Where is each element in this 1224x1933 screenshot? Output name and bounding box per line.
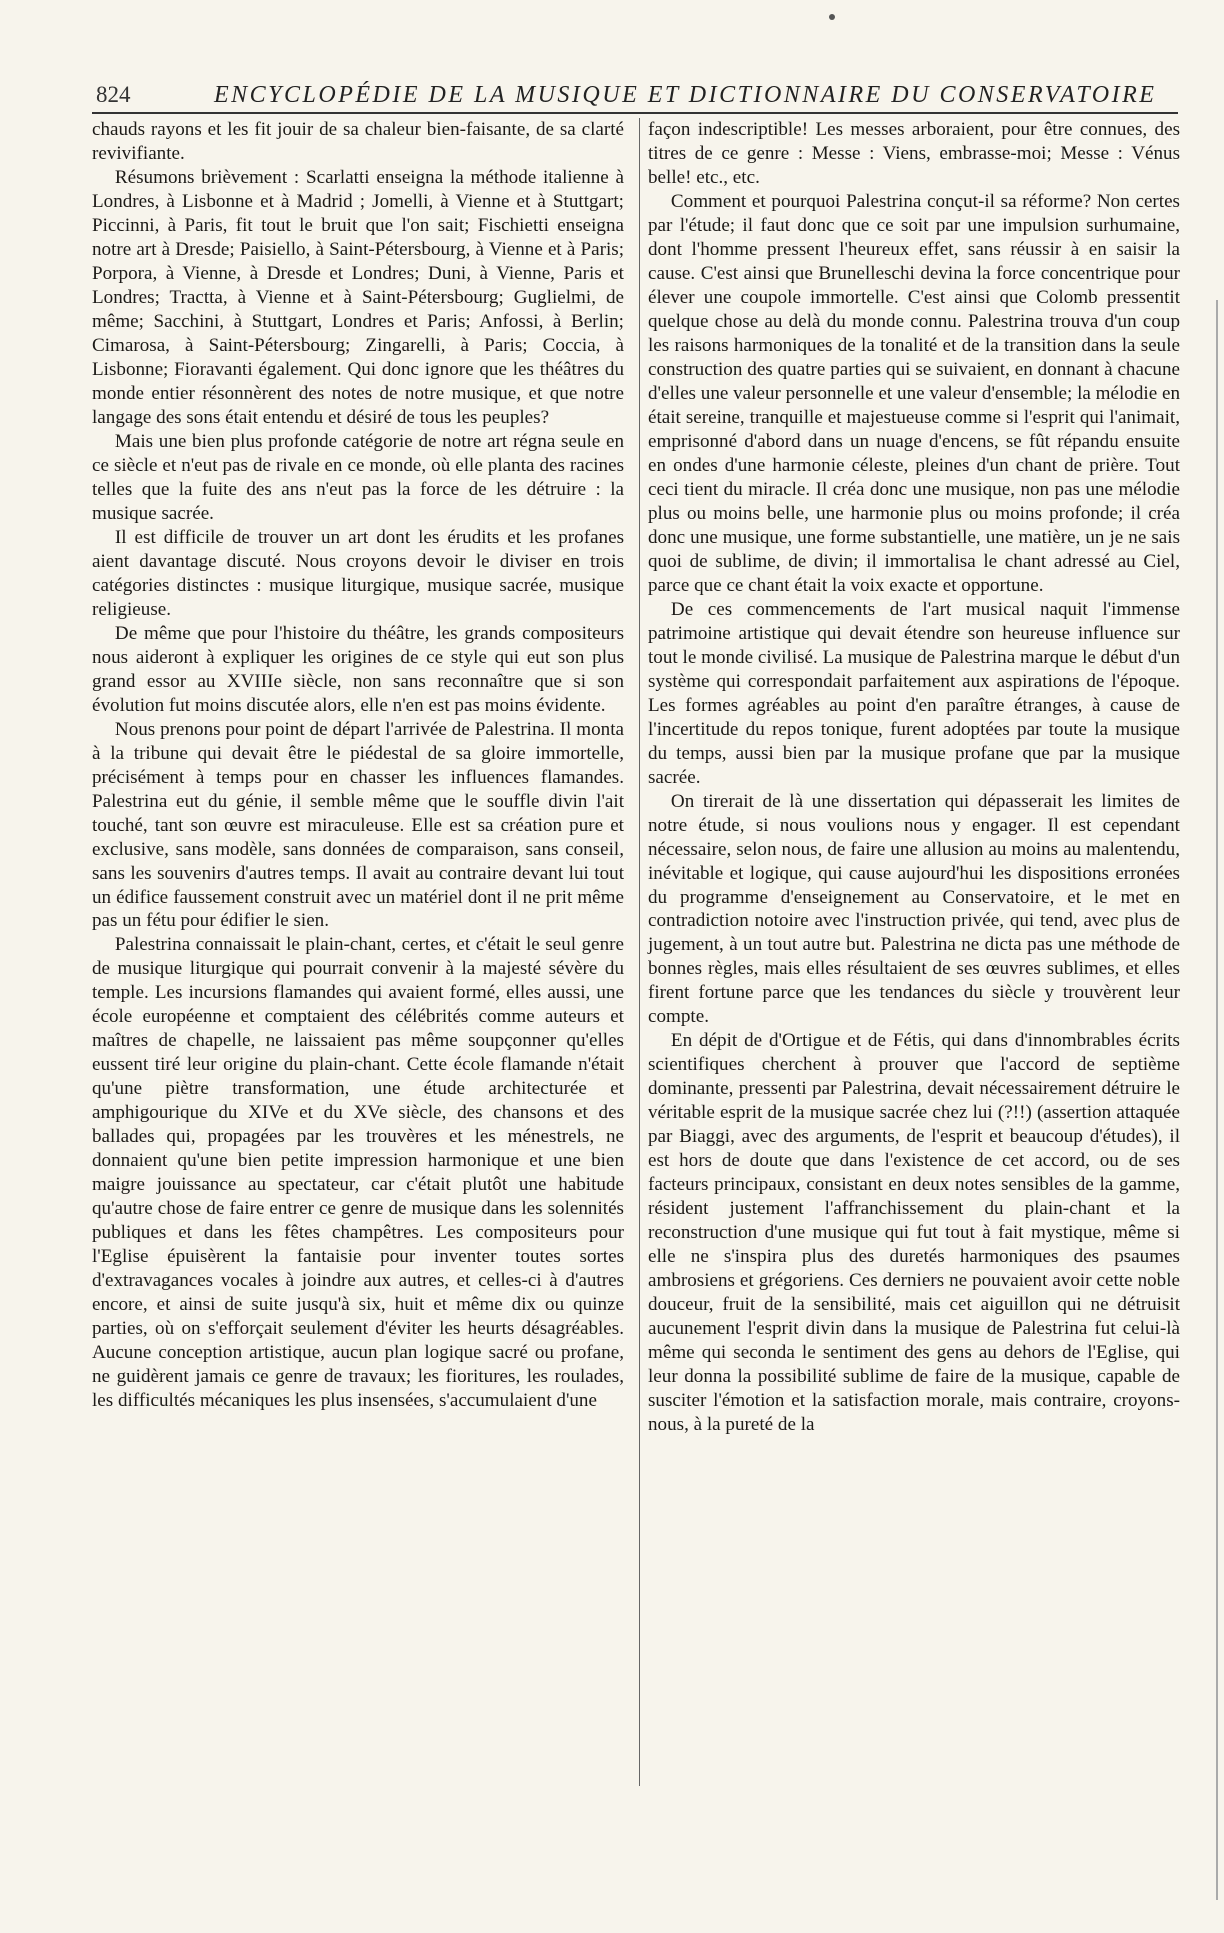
print-speck (829, 14, 835, 20)
paragraph: De ces commencements de l'art musical naquit l'immense patrimoine artistique qui devait étendre son heureuse influence sur tout le monde civilisé. La musique de Palestrina marque le début d'un système qui correspondait parfaitement aux aspirations de l'époque. Les formes agréables au point d'en paraître étranges, à cause de l'incertitude du repos tonique, furent adoptées par toute la musique du temps, aussi bien par la musique profane que par la musique sacrée. (648, 598, 1180, 788)
right-column (648, 118, 1180, 1437)
header-rule (92, 112, 1178, 114)
paragraph: On tirerait de là une dissertation qui dépasserait les limites de notre étude, si nous voulions nous y engager. Il est cependant nécessaire, selon nous, de faire une allusion au moins au malentendu, inévitable et logique, qui cause aujourd'hui les dispositions erronées du programme d'enseignement au Conservatoire, et le met en contradiction notoire avec l'instruction privée, qui tend, avec plus de jugement, à un tout autre but. Palestrina ne dicta pas une méthode de bonnes règles, mais elles résultaient de ses œuvres sublimes, et elles firent fortune parce que les tendances du siècle y trouvèrent leur compte. (648, 790, 1180, 1028)
paragraph: Résumons brièvement : Scarlatti enseigna la méthode italienne à Londres, à Lisbonne et à Madrid ; Jomelli, à Vienne et à Stuttgart; Piccinni, à Paris, fit tout le bruit que l'on sait; Fischietti enseigna notre art à Dresde; Paisiello, à Saint-Pétersbourg, à Vienne et à Paris; Porpora, à Vienne, à Dresde et Londres; Duni, à Vienne, Paris et Londres; Tractta, à Vienne et à Saint-Pétersbourg; Guglielmi, de même; Sacchini, à Stuttgart, Londres et Paris; Anfossi, à Berlin; Cimarosa, à Saint-Pétersbourg; Zingarelli, à Paris; Coccia, à Lisbonne; Fioravanti également. Qui donc ignore que les théâtres du monde entier résonnèrent des notes de notre musique, et que notre langage des sons était entendu et désiré de tous les peuples? (92, 166, 624, 428)
paragraph: chauds rayons et les fit jouir de sa chaleur bien-faisante, de sa clarté revivifiante. (92, 119, 624, 164)
left-column (92, 118, 624, 1413)
page-header (96, 82, 1176, 116)
paragraph: façon indescriptible! Les messes arboraient, pour être connues, des titres de ce genre : Messe : Viens, embrasse-moi; Messe : Vénus belle! etc., etc. (648, 119, 1180, 188)
page-number: 824 (96, 82, 131, 107)
column-divider (639, 118, 640, 1786)
paragraph: Il est difficile de trouver un art dont les érudits et les profanes aient davantage discuté. Nous croyons devoir le diviser en trois catégories distinctes : musique liturgique, musique sacrée, musique religieuse. (92, 526, 624, 620)
paragraph: De même que pour l'histoire du théâtre, les grands compositeurs nous aideront à expliquer les origines de ce style qui eut son plus grand essor au XVIIIe siècle, non sans reconnaître que si son évolution fut moins discutée alors, elle n'en est pas moins évidente. (92, 622, 624, 716)
paragraph: En dépit de d'Ortigue et de Fétis, qui dans d'innombrables écrits scientifiques cherchent à prouver que l'accord de septième dominante, pressenti par Palestrina, devait nécessairement détruire le véritable esprit de la musique sacrée chez lui (?!!) (assertion attaquée par Biaggi, avec des arguments, de l'esprit et beaucoup d'études), il est hors de doute que dans l'existence de cet accord, ou de ses facteurs principaux, consistant en deux notes sensibles de la gamme, résident justement l'affranchissement du plain-chant et la reconstruction d'une musique qui fut tout à fait mystique, même si elle ne s'inspira plus des duretés harmoniques des psaumes ambrosiens et grégoriens. Ces derniers ne pouvaient avoir cette noble douceur, fruit de la sensibilité, mais cet aiguillon qui ne détruisit aucunement l'esprit divin dans la musique de Palestrina fut celui-là même qui seconda le sentiment des gens au dehors de l'Eglise, qui leur donna la possibilité sublime de faire de la musique, capable de susciter l'émotion et la satisfaction morale, mais contraire, croyons-nous, à la pureté de la (648, 1030, 1180, 1436)
page-edge (1216, 300, 1218, 1900)
paragraph: Palestrina connaissait le plain-chant, certes, et c'était le seul genre de musique liturgique qui pourrait convenir à la majesté sévère du temple. Les incursions flamandes qui avaient formé, elles aussi, une école européenne et comptaient des célébrités comme auteurs et maîtres de chapelle, ne laissaient pas même soupçonner qu'elles eussent tiré leur origine du plain-chant. Cette école flamande n'était qu'une piètre transformation, une étude architecturée et amphigourique du XIVe et du XVe siècle, des chansons et des ballades qui, propagées par les trouvères et les ménestrels, ne donnaient qu'une bien petite impression harmonique et une bien maigre jouissance au spectateur, car c'était plutôt une habitude qu'autre chose de faire entrer ce genre de musique dans les solennités publiques et dans les fêtes champêtres. Les compositeurs pour l'Eglise épuisèrent la fantaisie pour inventer toutes sortes d'extravagances vocales à joindre aux autres, et celles-ci à d'autres encore, et ainsi de suite jusqu'à six, huit et même dix ou quinze parties, où on s'efforçait seulement d'éviter les heurts désagréables. Aucune conception artistique, aucun plan logique sacré ou profane, ne guidèrent jamais ce genre de travaux; les fioritures, les roulades, les difficultés mécaniques les plus insensées, s'accumulaient d'une (92, 934, 624, 1412)
paragraph: Mais une bien plus profonde catégorie de notre art régna seule en ce siècle et n'eut pas de rivale en ce monde, où elle planta des racines telles que la fuite des ans n'eut pas la force de les détruire : la musique sacrée. (92, 430, 624, 524)
paragraph: Nous prenons pour point de départ l'arrivée de Palestrina. Il monta à la tribune qui devait être le piédestal de sa gloire immortelle, précisément à temps pour en chasser les influences flamandes. Palestrina eut du génie, il semble même que le souffle divin l'ait touché, tant son œuvre est miraculeuse. Elle est sa création pure et exclusive, sans modèle, sans données de comparaison, sans conseil, sans les souvenirs d'autres temps. Il avait au contraire devant lui tout un édifice faussement construit avec un matériel dont il ne prit même pas un fétu pour édifier le sien. (92, 718, 624, 932)
running-title: ENCYCLOPÉDIE DE LA MUSIQUE ET DICTIONNAIRE DU CONSERVATOIRE (214, 82, 1157, 108)
paragraph: Comment et pourquoi Palestrina conçut-il sa réforme? Non certes par l'étude; il faut donc que ce soit par une impulsion surhumaine, dont l'homme pressent l'heureux effet, sans réussir à en saisir la cause. C'est ainsi que Brunelleschi devina la force concentrique pour élever une coupole immortelle. C'est ainsi que Colomb pressentit quelque chose au delà du monde connu. Palestrina trouva d'un coup les raisons harmoniques de la tonalité et de la transition dans la seule construction des quatre parties qui se suivaient, en donnant à chacune d'elles une valeur personnelle et une valeur d'ensemble; la mélodie en était sereine, tranquille et majestueuse comme si l'esprit qui l'animait, emprisonné d'abord dans un nuage d'encens, se fût répandu ensuite en ondes d'une harmonie céleste, pleines d'un chant de prière. Tout ceci tient du miracle. Il créa donc une musique, non pas une mélodie plus ou moins belle, une harmonie plus ou moins profonde; il créa donc une musique, une forme substantielle, une matière, un je ne sais quoi de sublime, de divin; il immortalisa le chant adressé au Ciel, parce que ce chant était la voix exacte et opportune. (648, 190, 1180, 596)
